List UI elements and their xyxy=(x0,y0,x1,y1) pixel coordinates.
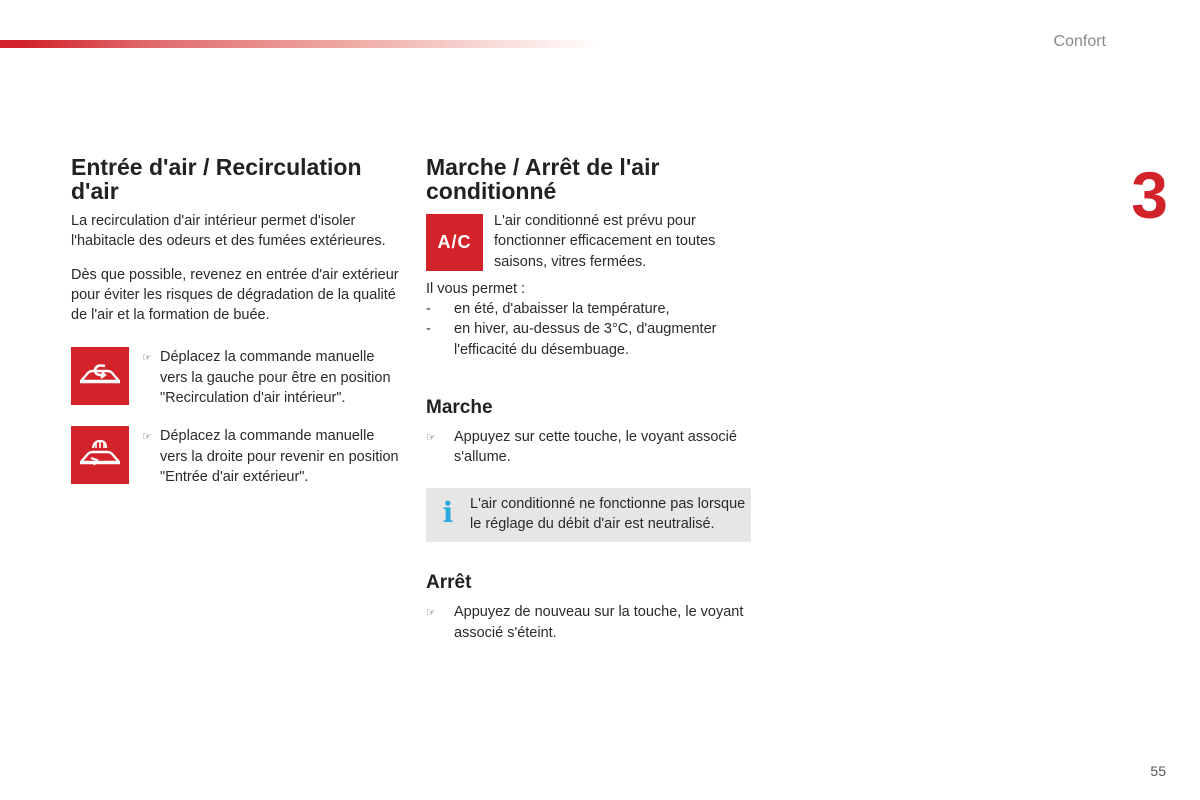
ac-intro-text: L'air conditionné est prévu pour fonctionner efficacement en toutes saisons, vitres fermées. xyxy=(494,213,716,270)
recirculation-icon xyxy=(71,347,129,405)
chapter-number: 3 xyxy=(1131,158,1168,232)
allows-list xyxy=(426,299,756,360)
pointing-hand-icon: ☞ xyxy=(426,607,436,620)
ac-intro xyxy=(426,211,756,272)
air-intake-title: Entrée d'air / Recirculation d'air xyxy=(71,154,362,204)
air-intake-para-1: La recirculation d'air intérieur permet d'isoler l'habitacle des odeurs et des fumées extérieures. xyxy=(71,213,386,250)
ac-button-icon: A/C xyxy=(426,214,483,271)
outside-air-step-text: Déplacez la commande manuelle vers la droite pour revenir en position "Entrée d'air extérieur". xyxy=(160,428,399,485)
outside-air-intake-icon xyxy=(71,426,129,484)
info-note xyxy=(426,488,751,543)
recirculation-step-text: Déplacez la commande manuelle vers la gauche pour être en position "Recirculation d'air intérieur". xyxy=(160,349,391,407)
pointing-hand-icon: ☞ xyxy=(426,432,436,445)
allows-label: Il vous permet : xyxy=(426,280,526,297)
air-conditioning-title: Marche / Arrêt de l'air conditionné xyxy=(426,154,660,204)
air-intake-para-2: Dès que possible, revenez en entrée d'air extérieur pour éviter les risques de dégradation de la qualité de l'air et la formation de buée. xyxy=(71,266,399,324)
off-step-text: Appuyez de nouveau sur la touche, le voyant associé s'éteint. xyxy=(454,604,744,641)
list-item: - en été, d'abaisser la température, xyxy=(426,301,670,318)
recirculation-step xyxy=(71,347,401,408)
off-title: Arrêt xyxy=(426,572,472,594)
off-step xyxy=(426,602,756,643)
page-number: 55 xyxy=(1150,763,1166,779)
outside-air-step xyxy=(71,426,401,487)
on-step-text: Appuyez sur cette touche, le voyant associé s'allume. xyxy=(454,429,737,466)
info-note-text: L'air conditionné ne fonctionne pas lorsque le réglage du débit d'air est neutralisé. xyxy=(470,495,746,532)
section-name: Confort xyxy=(1053,33,1106,50)
on-title: Marche xyxy=(426,397,493,419)
info-icon: i xyxy=(442,495,454,529)
pointing-hand-icon: ☞ xyxy=(142,431,152,444)
pointing-hand-icon: ☞ xyxy=(142,352,152,365)
on-step xyxy=(426,427,756,468)
right-column xyxy=(426,155,756,643)
left-column xyxy=(71,155,401,487)
header-accent-bar xyxy=(0,40,600,48)
list-item: - en hiver, au-dessus de 3°C, d'augmenter l'efficacité du désembuage. xyxy=(426,321,717,358)
